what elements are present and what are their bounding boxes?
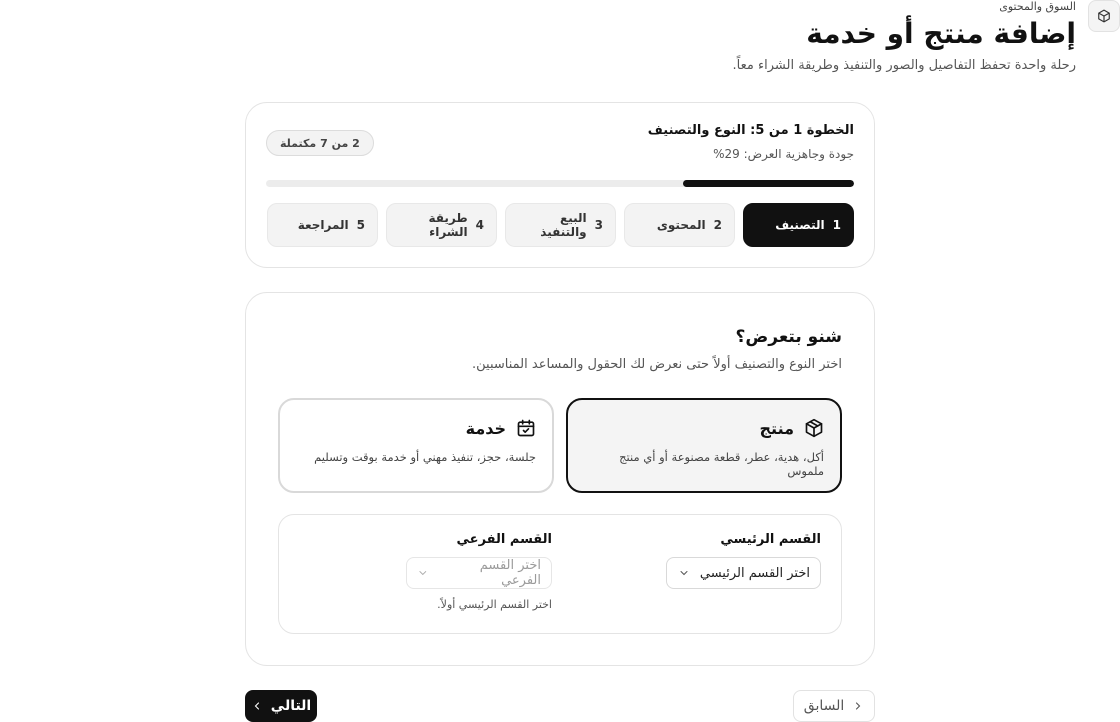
category-panel: [278, 514, 842, 634]
step-tab-sales[interactable]: [505, 203, 616, 247]
page-title: إضافة منتج أو خدمة: [806, 17, 1076, 50]
step-tab-review[interactable]: [267, 203, 378, 247]
cube-icon-button[interactable]: [1088, 0, 1120, 32]
main-category-select[interactable]: [666, 557, 821, 589]
step-tab-purchase[interactable]: [386, 203, 497, 247]
step-number: 5: [356, 218, 365, 232]
section-title: شنو بتعرض؟: [735, 327, 842, 347]
offer-type-card: [245, 292, 875, 666]
next-button-label: التالي: [270, 698, 312, 714]
step-label: المحتوى: [656, 218, 706, 232]
page-header: [733, 0, 1076, 73]
product-option-label: منتج: [759, 418, 794, 438]
breadcrumb[interactable]: السوق والمحتوى: [999, 0, 1076, 13]
cube-icon: [1097, 9, 1111, 23]
step-tab-content[interactable]: [624, 203, 735, 247]
page-subtitle: رحلة واحدة تحفظ التفاصيل والصور والتنفيذ وطريقة الشراء معاً.: [732, 58, 1076, 73]
product-option[interactable]: [566, 398, 842, 493]
completed-badge: 2 من 7 مكتملة: [266, 130, 374, 156]
step-title: الخطوة 1 من 5: النوع والتصنيف: [647, 123, 854, 138]
sub-category-select[interactable]: [406, 557, 552, 589]
next-button[interactable]: [245, 690, 317, 722]
step-number: 3: [594, 218, 603, 232]
main-category-label: القسم الرئيسي: [720, 532, 821, 547]
product-option-description: أكل، هدية، عطر، قطعة مصنوعة أو أي منتج ملموس: [619, 450, 824, 478]
step-label: المراجعة: [297, 218, 349, 232]
previous-button[interactable]: [793, 690, 875, 722]
quality-readiness: جودة وجاهزية العرض: 29%: [713, 147, 854, 161]
step-label: التصنيف: [775, 218, 825, 232]
step-label: البيع والتنفيذ: [540, 211, 587, 239]
chevron-down-icon: [678, 567, 690, 579]
step-tab-classification[interactable]: [743, 203, 854, 247]
service-option-description: جلسة، حجز، تنفيذ مهني أو خدمة بوقت وتسليم: [314, 450, 536, 464]
section-hint: اختر النوع والتصنيف أولاً حتى نعرض لك الحقول والمساعد المناسبين.: [472, 357, 842, 372]
calendar-check-icon: [516, 418, 536, 438]
stepper: [267, 203, 854, 247]
sub-category-hint: اختر القسم الرئيسي أولاً.: [437, 598, 552, 611]
sub-category-value: اختر القسم الفرعي: [479, 558, 541, 588]
chevron-right-icon: [852, 700, 864, 712]
chevron-left-icon: [251, 700, 263, 712]
progress-fill: [683, 180, 854, 187]
step-number: 2: [713, 218, 722, 232]
step-number: 4: [475, 218, 484, 232]
service-option-label: خدمة: [465, 418, 506, 438]
progress-card: [245, 102, 875, 268]
service-option[interactable]: [278, 398, 554, 493]
step-number: 1: [832, 218, 841, 232]
main-category-value: اختر القسم الرئيسي: [699, 565, 810, 581]
chevron-down-icon: [417, 567, 429, 579]
package-icon: [804, 418, 824, 438]
sub-category-label: القسم الفرعي: [456, 532, 552, 547]
previous-button-label: السابق: [803, 698, 845, 714]
step-label: طريقة الشراء: [428, 211, 468, 239]
progress-bar: [266, 180, 854, 187]
